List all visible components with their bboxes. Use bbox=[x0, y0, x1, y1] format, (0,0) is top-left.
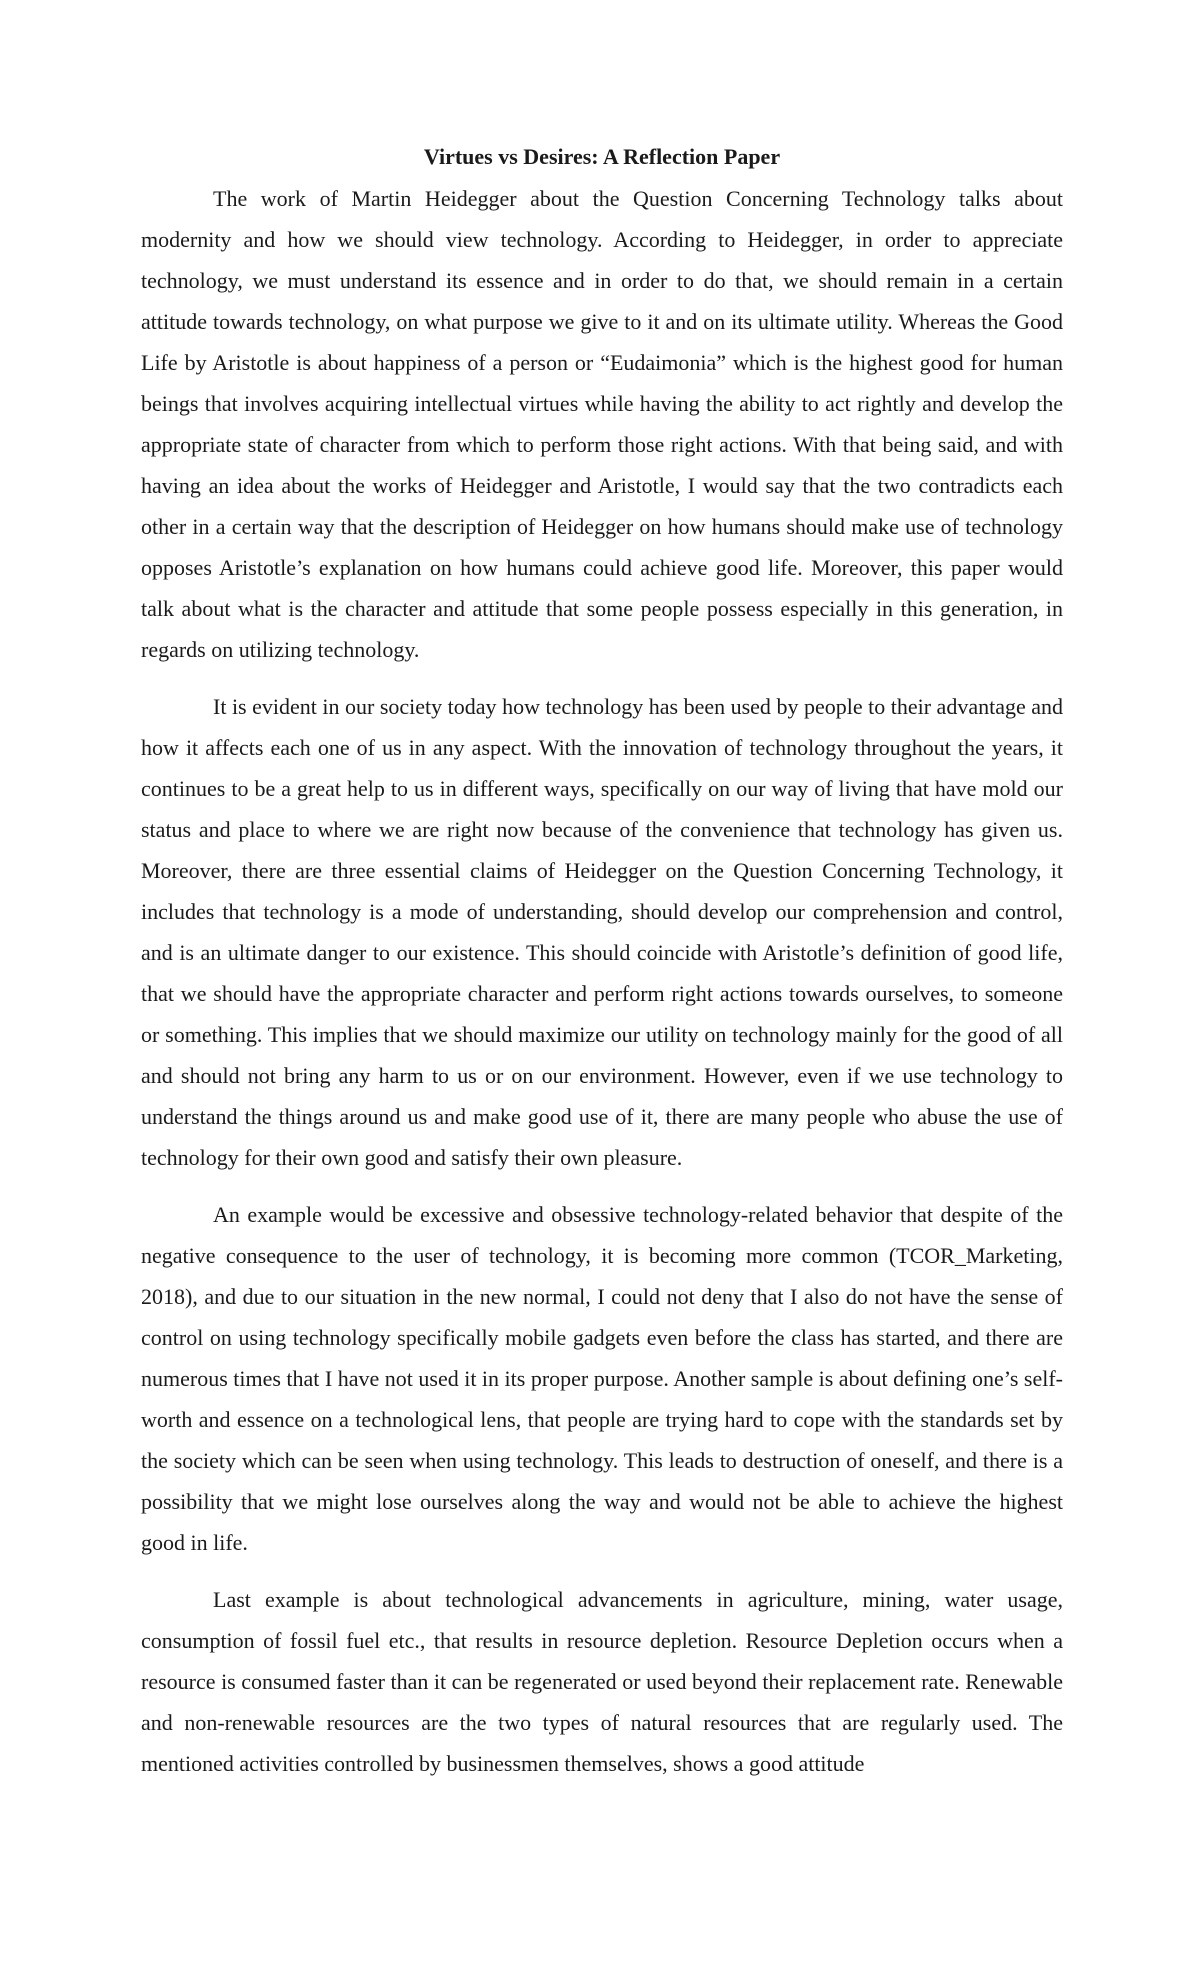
paragraph-4: Last example is about technological advancements in agriculture, mining, water usage, consumption of fossil fuel etc., that results in resource depletion. Resource Depletion occurs when a resource is consumed faster than it can be regenerated or used beyond their replacement rate. Renewable and non-renewable resources are the two types of natural resources that are regularly used. The mentioned activities controlled by businessmen themselves, shows a good attitude bbox=[141, 1587, 1063, 1776]
paragraph-3: An example would be excessive and obsessive technology-related behavior that despite of the negative consequence to the user of technology, it is becoming more common (TCOR_Marketing, 2018), and due to our situation in the new normal, I could not deny that I also do not have the sense of control on using technology specifically mobile gadgets even before the class has started, and there are numerous times that I have not used it in its proper purpose. Another sample is about defining one’s self-worth and essence on a technological lens, that people are trying hard to cope with the standards set by the society which can be seen when using technology. This leads to destruction of oneself, and there is a possibility that we might lose ourselves along the way and would not be able to achieve the highest good in life. bbox=[141, 1202, 1063, 1555]
document-page bbox=[141, 139, 1063, 1800]
document-title: Virtues vs Desires: A Reflection Paper bbox=[423, 144, 781, 169]
paragraph-2: It is evident in our society today how technology has been used by people to their advantage and how it affects each one of us in any aspect. With the innovation of technology throughout the years, it continues to be a great help to us in different ways, specifically on our way of living that have mold our status and place to where we are right now because of the convenience that technology has given us. Moreover, there are three essential claims of Heidegger on the Question Concerning Technology, it includes that technology is a mode of understanding, should develop our comprehension and control, and is an ultimate danger to our existence. This should coincide with Aristotle’s definition of good life, that we should have the appropriate character and perform right actions towards ourselves, to someone or something. This implies that we should maximize our utility on technology mainly for the good of all and should not bring any harm to us or on our environment. However, even if we use technology to understand the things around us and make good use of it, there are many people who abuse the use of technology for their own good and satisfy their own pleasure. bbox=[141, 694, 1063, 1170]
paragraph-1: The work of Martin Heidegger about the Question Concerning Technology talks about modernity and how we should view technology. According to Heidegger, in order to appreciate technology, we must understand its essence and in order to do that, we should remain in a certain attitude towards technology, on what purpose we give to it and on its ultimate utility. Whereas the Good Life by Aristotle is about happiness of a person or “Eudaimonia” which is the highest good for human beings that involves acquiring intellectual virtues while having the ability to act rightly and develop the appropriate state of character from which to perform those right actions. With that being said, and with having an idea about the works of Heidegger and Aristotle, I would say that the two contradicts each other in a certain way that the description of Heidegger on how humans should make use of technology opposes Aristotle’s explanation on how humans could achieve good life. Moreover, this paper would talk about what is the character and attitude that some people possess especially in this generation, in regards on utilizing technology. bbox=[141, 186, 1063, 662]
